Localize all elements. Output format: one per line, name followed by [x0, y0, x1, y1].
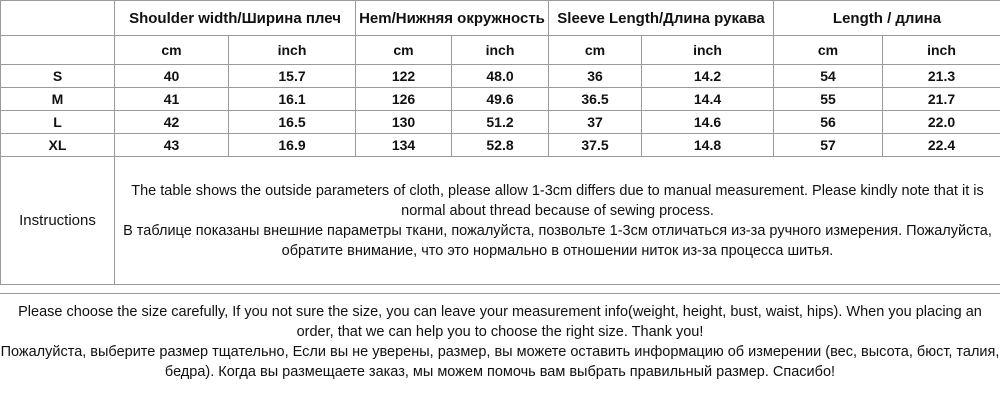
- corner-cell: [1, 1, 115, 36]
- unit-cm: cm: [356, 36, 452, 65]
- sleeve-cm: 36: [549, 65, 642, 88]
- sleeve-cm: 36.5: [549, 88, 642, 111]
- unit-cm: cm: [115, 36, 229, 65]
- hem-cm: 130: [356, 111, 452, 134]
- instructions-label: Instructions: [1, 157, 115, 285]
- unit-inch: inch: [883, 36, 1000, 65]
- unit-inch: inch: [452, 36, 549, 65]
- unit-blank: [1, 36, 115, 65]
- hem-inch: 48.0: [452, 65, 549, 88]
- note-ru: Пожалуйста, выберите размер тщательно, Если вы не уверены, размер, вы можете оставить информацию об измерении (вес, высота, бюст, талия, бедра). Когда вы размещаете заказ, мы можем помочь вам выбрать правильный размер. Спасибо!: [0, 344, 1000, 380]
- length-inch: 21.7: [883, 88, 1000, 111]
- hem-cm: 122: [356, 65, 452, 88]
- table-row: [1, 88, 1000, 111]
- unit-inch: inch: [642, 36, 774, 65]
- instructions-text: [115, 157, 1000, 285]
- sleeve-inch: 14.8: [642, 134, 774, 157]
- length-cm: 57: [774, 134, 883, 157]
- instructions-en: The table shows the outside parameters of cloth, please allow 1-3cm differs due to manual measurement. Please kindly note that it is normal about thread because of sewing process.: [131, 182, 984, 219]
- shoulder-cm: 40: [115, 65, 229, 88]
- sleeve-inch: 14.6: [642, 111, 774, 134]
- shoulder-inch: 15.7: [229, 65, 356, 88]
- header-hem: Hem/Нижняя окружность: [356, 1, 549, 36]
- header-length: Length / длина: [774, 1, 1000, 36]
- sleeve-cm: 37.5: [549, 134, 642, 157]
- header-sleeve: Sleeve Length/Длина рукава: [549, 1, 774, 36]
- hem-inch: 51.2: [452, 111, 549, 134]
- table-row: [1, 111, 1000, 134]
- instructions-ru: В таблице показаны внешние параметры ткани, пожалуйста, позвольте 1-3см отличаться из-за ручного измерения. Пожалуйста, обратите внимание, что это нормально в отношении ниток из-за процесса шитья.: [123, 222, 992, 259]
- unit-cm: cm: [774, 36, 883, 65]
- unit-inch: inch: [229, 36, 356, 65]
- size-advice-note: [0, 293, 1000, 402]
- sleeve-cm: 37: [549, 111, 642, 134]
- length-cm: 54: [774, 65, 883, 88]
- length-cm: 56: [774, 111, 883, 134]
- length-inch: 22.0: [883, 111, 1000, 134]
- hem-cm: 126: [356, 88, 452, 111]
- length-inch: 22.4: [883, 134, 1000, 157]
- shoulder-inch: 16.9: [229, 134, 356, 157]
- shoulder-cm: 41: [115, 88, 229, 111]
- unit-cm: cm: [549, 36, 642, 65]
- hem-inch: 52.8: [452, 134, 549, 157]
- sleeve-inch: 14.4: [642, 88, 774, 111]
- shoulder-inch: 16.1: [229, 88, 356, 111]
- shoulder-inch: 16.5: [229, 111, 356, 134]
- size-label: L: [1, 111, 115, 134]
- length-inch: 21.3: [883, 65, 1000, 88]
- size-label: S: [1, 65, 115, 88]
- note-en: Please choose the size carefully, If you not sure the size, you can leave your measurement info(weight, height, bust, waist, hips). When you placing an order, that we can help you to choose the right size. Thank you!: [18, 304, 982, 340]
- size-label: XL: [1, 134, 115, 157]
- hem-inch: 49.6: [452, 88, 549, 111]
- shoulder-cm: 43: [115, 134, 229, 157]
- hem-cm: 134: [356, 134, 452, 157]
- shoulder-cm: 42: [115, 111, 229, 134]
- table-row: [1, 134, 1000, 157]
- sleeve-inch: 14.2: [642, 65, 774, 88]
- size-label: M: [1, 88, 115, 111]
- length-cm: 55: [774, 88, 883, 111]
- header-shoulder: Shoulder width/Ширина плеч: [115, 1, 356, 36]
- table-row: [1, 65, 1000, 88]
